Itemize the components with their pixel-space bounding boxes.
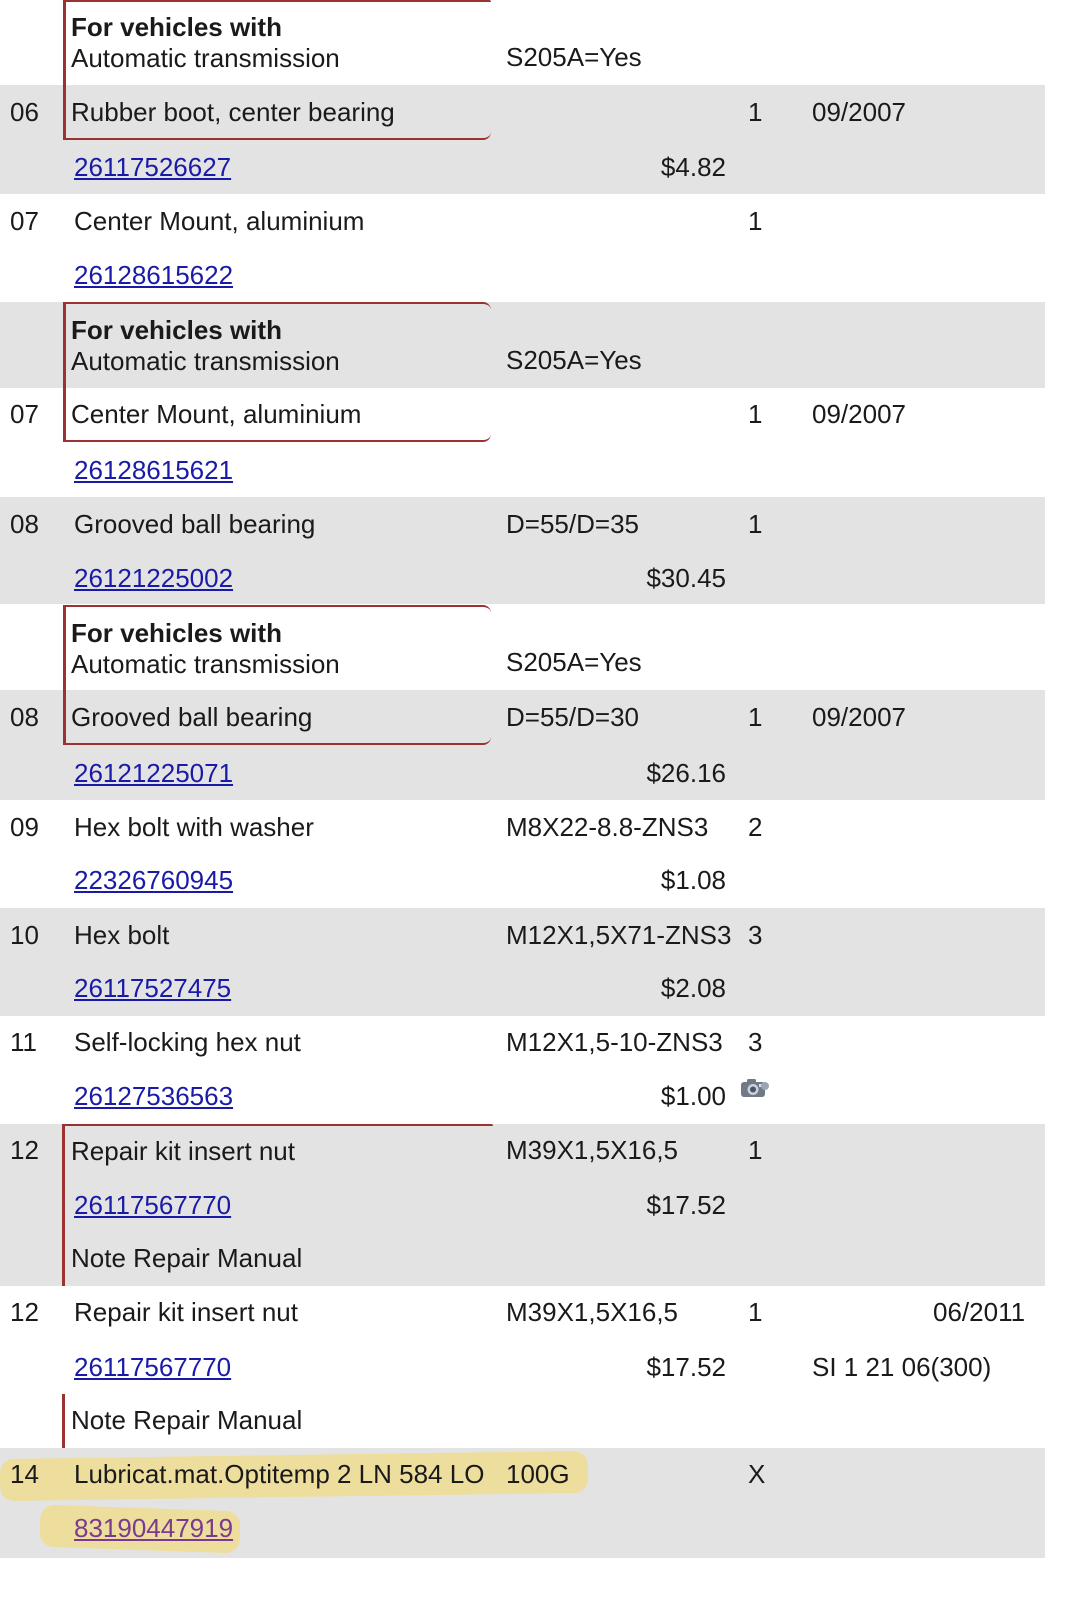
item-price: $30.45 xyxy=(646,563,726,593)
item-description: Self-locking hex nut xyxy=(74,1027,301,1057)
part-number-link[interactable]: 26121225071 xyxy=(74,758,234,788)
item-date: 06/2011 xyxy=(933,1297,1026,1327)
condition-subtitle: Automatic transmission xyxy=(71,43,340,73)
note-frame-top xyxy=(63,1124,493,1126)
repair-manual-note: Note Repair Manual xyxy=(71,1405,303,1435)
item-quantity: 1 xyxy=(748,702,763,732)
item-spec: M39X1,5X16,5 xyxy=(506,1135,679,1165)
item-number: 06 xyxy=(10,97,39,127)
item-number: 10 xyxy=(10,920,39,950)
item-quantity: 1 xyxy=(748,97,763,127)
item-spec: D=55/D=30 xyxy=(506,702,639,732)
part-number-link[interactable]: 26121225002 xyxy=(74,563,234,593)
item-description: Hex bolt with washer xyxy=(74,812,314,842)
part-number-link[interactable]: 26117567770 xyxy=(74,1352,232,1382)
item-price: $1.00 xyxy=(660,1081,726,1111)
item-quantity: 2 xyxy=(748,812,763,842)
item-description: Repair kit insert nut xyxy=(71,1136,295,1166)
part-number-link[interactable]: 22326760945 xyxy=(74,865,234,895)
item-spec: M8X22-8.8-ZNS3 xyxy=(506,812,709,842)
item-quantity: 3 xyxy=(748,1027,763,1057)
item-date: 09/2007 xyxy=(812,702,906,732)
item-quantity: 1 xyxy=(748,1135,763,1165)
item-number: 07 xyxy=(10,206,39,236)
part-number-link[interactable]: 26128615622 xyxy=(74,260,234,290)
item-number: 12 xyxy=(10,1135,39,1165)
item-number: 09 xyxy=(10,812,39,842)
condition-title: For vehicles with xyxy=(71,12,282,42)
item-price: $17.52 xyxy=(646,1190,726,1220)
condition-spec: S205A=Yes xyxy=(506,647,642,677)
condition-title: For vehicles with xyxy=(71,315,282,345)
item-spec: D=55/D=35 xyxy=(506,509,639,539)
item-description: Lubricat.mat.Optitemp 2 LN 584 LO xyxy=(74,1459,485,1489)
condition-frame-top xyxy=(63,0,491,2)
item-quantity: 1 xyxy=(748,509,763,539)
part-number-link[interactable]: 26117526627 xyxy=(74,152,232,182)
item-price: $26.16 xyxy=(646,758,726,788)
part-number-link[interactable]: 26127536563 xyxy=(74,1081,234,1111)
item-price: $17.52 xyxy=(646,1352,726,1382)
item-description: Repair kit insert nut xyxy=(74,1297,298,1327)
condition-subtitle: Automatic transmission xyxy=(71,649,340,679)
condition-subtitle: Automatic transmission xyxy=(71,346,340,376)
item-quantity: 3 xyxy=(748,920,763,950)
item-quantity: X xyxy=(748,1459,766,1489)
item-description: Center Mount, aluminium xyxy=(74,206,365,236)
item-description: Rubber boot, center bearing xyxy=(71,97,395,127)
part-number-link[interactable]: 26117567770 xyxy=(74,1190,232,1220)
item-spec: M12X1,5X71-ZNS3 xyxy=(506,920,732,950)
item-number: 08 xyxy=(10,509,39,539)
item-date: 09/2007 xyxy=(812,399,906,429)
item-number: 14 xyxy=(10,1459,39,1489)
service-info: SI 1 21 06(300) xyxy=(812,1352,992,1382)
item-price: $4.82 xyxy=(660,152,726,182)
part-number-link[interactable]: 26128615621 xyxy=(74,455,234,485)
condition-title: For vehicles with xyxy=(71,618,282,648)
part-number-link[interactable]: 26117527475 xyxy=(74,973,232,1003)
repair-manual-note: Note Repair Manual xyxy=(71,1243,303,1273)
condition-spec: S205A=Yes xyxy=(506,345,642,375)
item-number: 11 xyxy=(10,1027,37,1057)
item-price: $2.08 xyxy=(660,973,726,1003)
item-description: Center Mount, aluminium xyxy=(71,399,362,429)
item-description: Hex bolt xyxy=(74,920,170,950)
item-spec: 100G xyxy=(506,1459,570,1489)
item-spec: M39X1,5X16,5 xyxy=(506,1297,679,1327)
condition-spec: S205A=Yes xyxy=(506,42,642,72)
item-price: $1.08 xyxy=(660,865,726,895)
item-quantity: 1 xyxy=(748,1297,763,1327)
note-bar xyxy=(62,1124,65,1286)
item-quantity: 1 xyxy=(748,399,763,429)
part-number-link[interactable]: 83190447919 xyxy=(74,1513,234,1543)
camera-icon[interactable] xyxy=(740,1077,770,1099)
item-number: 08 xyxy=(10,702,39,732)
item-description: Grooved ball bearing xyxy=(74,509,316,539)
item-description: Grooved ball bearing xyxy=(71,702,313,732)
item-number: 07 xyxy=(10,399,39,429)
note-bar xyxy=(62,1394,65,1448)
item-quantity: 1 xyxy=(748,206,763,236)
item-spec: M12X1,5-10-ZNS3 xyxy=(506,1027,723,1057)
item-number: 12 xyxy=(10,1297,39,1327)
item-date: 09/2007 xyxy=(812,97,906,127)
